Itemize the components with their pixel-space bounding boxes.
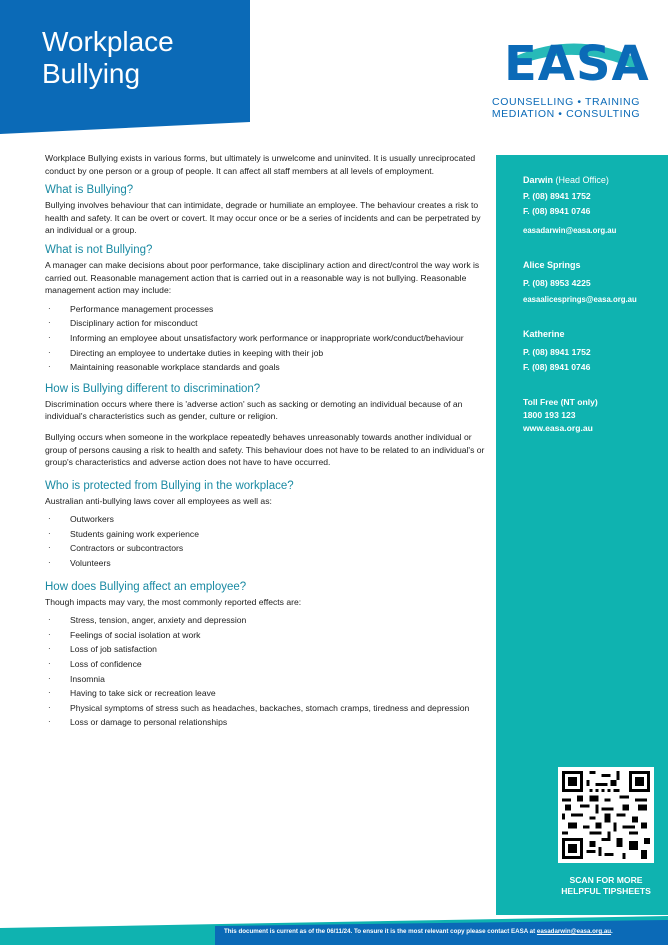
reasonable-action-list	[45, 303, 485, 374]
tollfree-label: Toll Free (NT only)	[523, 397, 598, 407]
discrimination-text-1: Discrimination occurs where there is 'adverse action' such as sacking or demoting an individual because of an individual's characteristics such as gender, culture or religion.	[45, 398, 463, 422]
bullet-icon: ·	[48, 303, 51, 313]
tollfree-block	[523, 396, 598, 435]
effects-list	[45, 614, 485, 729]
protected-list	[45, 513, 485, 569]
list-item-text: Physical symptoms of stress such as headaches, backaches, stomach cramps, tiredness and depression	[70, 702, 470, 713]
darwin-contact	[523, 173, 616, 238]
bullet-icon: ·	[48, 659, 51, 669]
list-item	[45, 317, 485, 330]
list-item-text: Outworkers	[70, 514, 114, 525]
list-item	[45, 528, 485, 541]
list-item	[45, 614, 485, 627]
bullet-icon: ·	[48, 332, 51, 342]
list-item	[45, 332, 485, 345]
bullet-icon: ·	[48, 629, 51, 639]
footer	[0, 912, 668, 945]
list-item	[45, 687, 485, 700]
list-item	[45, 629, 485, 642]
list-item	[45, 716, 485, 729]
easa-logo	[486, 36, 650, 122]
qr-caption-line-1: SCAN FOR MORE	[569, 875, 643, 885]
heading-how-does-bullying-affect: How does Bullying affect an employee?	[45, 580, 247, 593]
bullet-icon: ·	[48, 688, 51, 698]
qr-caption	[546, 875, 666, 897]
heading-discrimination: How is Bullying different to discrimination?	[45, 382, 261, 395]
qr-caption-line-2: HELPFUL TIPSHEETS	[561, 886, 651, 896]
logo-wordmark: EASA	[504, 36, 650, 92]
darwin-email-link[interactable]: easadarwin@easa.org.au	[523, 225, 617, 235]
katherine-title: Katherine	[523, 329, 565, 339]
discrimination-text-2: Bullying occurs when someone in the workplace repeatedly behaves unreasonably towards another individual or group of persons causing a risk to health and safety. This behaviour does not have to be related to an individual's or group's characteristics and adverse action does not have to have occurred.	[45, 431, 485, 468]
katherine-contact	[523, 327, 591, 376]
bullet-icon: ·	[48, 362, 51, 372]
what-is-not-bullying-text: A manager can make decisions about poor performance, take disciplinary action and direct/control the way work is carried out. Reasonable management action that is carried out in a reasonable way is not bullying. Reasonable management action may include:	[45, 259, 480, 296]
alice-springs-title: Alice Springs	[523, 260, 581, 270]
list-item-text: Volunteers	[70, 558, 111, 569]
list-item-text: Students gaining work experience	[70, 528, 199, 539]
list-item-text: Loss of job satisfaction	[70, 644, 157, 655]
logo-tagline-2: MEDIATION • CONSULTING	[491, 108, 641, 120]
qr-code[interactable]	[558, 767, 654, 863]
bullet-icon: ·	[48, 558, 51, 568]
footer-disclaimer-text: This document is current as of the 06/11/24. To ensure it is the most relevant copy please contact EASA at	[224, 928, 537, 935]
alice-springs-phone[interactable]: P. (08) 8953 4225	[523, 277, 591, 288]
footer-disclaimer	[224, 928, 664, 935]
darwin-name: Darwin	[523, 175, 554, 185]
darwin-fax: F. (08) 8941 0746	[523, 206, 591, 216]
darwin-phone[interactable]: P. (08) 8941 1752	[523, 190, 591, 201]
katherine-phone[interactable]: P. (08) 8941 1752	[523, 346, 591, 357]
list-item-text: Having to take sick or recreation leave	[70, 688, 216, 699]
bullet-icon: ·	[48, 528, 51, 538]
list-item	[45, 542, 485, 555]
list-item-text: Disciplinary action for misconduct	[70, 318, 198, 329]
alice-springs-email-link[interactable]: easaalicesprings@easa.org.au	[523, 295, 637, 304]
bullet-icon: ·	[48, 644, 51, 654]
page-title: Workplace Bullying	[42, 26, 174, 89]
list-item	[45, 347, 485, 360]
who-is-protected-text: Australian anti-bullying laws cover all employees as well as:	[45, 495, 272, 506]
bullet-icon: ·	[48, 615, 51, 625]
list-item	[45, 557, 485, 570]
website-link[interactable]: www.easa.org.au	[523, 423, 593, 433]
list-item-text: Informing an employee about unsatisfactory work performance or inappropriate work/conduct/behaviour	[70, 332, 464, 343]
footer-email-link[interactable]: easadarwin@easa.org.au	[536, 928, 612, 935]
what-is-bullying-text: Bullying involves behaviour that can intimidate, degrade or humiliate an employee. The behaviour creates a risk to health and safety. It can be overt or covert. It may occur once or be a series of incidents and can be perpetrated by an individual or a group.	[45, 200, 481, 236]
bullet-icon: ·	[48, 543, 51, 553]
intro-paragraph: Workplace Bullying exists in various forms, but ultimately is unwelcome and uninvited. It is usually unreciprocated conduct by one person or a group of people. It can affect all staff members at all levels of employment.	[45, 153, 476, 176]
heading-what-is-not-bullying: What is not Bullying?	[45, 243, 153, 256]
bullet-icon: ·	[48, 673, 51, 683]
list-item	[45, 702, 485, 715]
heading-what-is-bullying: What is Bullying?	[45, 184, 134, 197]
bullet-icon: ·	[48, 514, 51, 524]
bullet-icon: ·	[48, 318, 51, 328]
list-item	[45, 658, 485, 671]
darwin-subtitle: (Head Office)	[553, 175, 609, 185]
katherine-fax: F. (08) 8941 0746	[523, 362, 591, 372]
main-content	[45, 152, 485, 737]
list-item	[45, 673, 485, 686]
tollfree-number[interactable]: 1800 193 123	[523, 410, 576, 420]
list-item-text: Stress, tension, anger, anxiety and depression	[70, 615, 247, 626]
bullet-icon: ·	[48, 702, 51, 712]
list-item	[45, 643, 485, 656]
list-item-text: Feelings of social isolation at work	[70, 629, 201, 640]
bullet-icon: ·	[48, 717, 51, 727]
logo-tagline-1: COUNSELLING • TRAINING	[492, 96, 640, 108]
list-item	[45, 303, 485, 316]
alice-springs-contact	[523, 258, 637, 308]
heading-who-is-protected: Who is protected from Bullying in the workplace?	[45, 479, 294, 492]
list-item-text: Loss or damage to personal relationships	[70, 717, 228, 728]
footer-end: .	[611, 928, 613, 935]
contact-sidebar	[496, 155, 668, 915]
list-item-text: Maintaining reasonable workplace standards and goals	[70, 362, 280, 373]
list-item	[45, 361, 485, 374]
list-item	[45, 513, 485, 526]
qr-code-icon	[562, 771, 650, 859]
list-item-text: Insomnia	[70, 673, 105, 684]
list-item-text: Performance management processes	[70, 303, 214, 314]
how-does-bullying-affect-text: Though impacts may vary, the most commonly reported effects are:	[45, 596, 302, 607]
darwin-title	[523, 173, 616, 189]
bullet-icon: ·	[48, 347, 51, 357]
list-item-text: Directing an employee to undertake duties in keeping with their job	[70, 347, 324, 358]
list-item-text: Contractors or subcontractors	[70, 543, 184, 554]
list-item-text: Loss of confidence	[70, 659, 142, 670]
